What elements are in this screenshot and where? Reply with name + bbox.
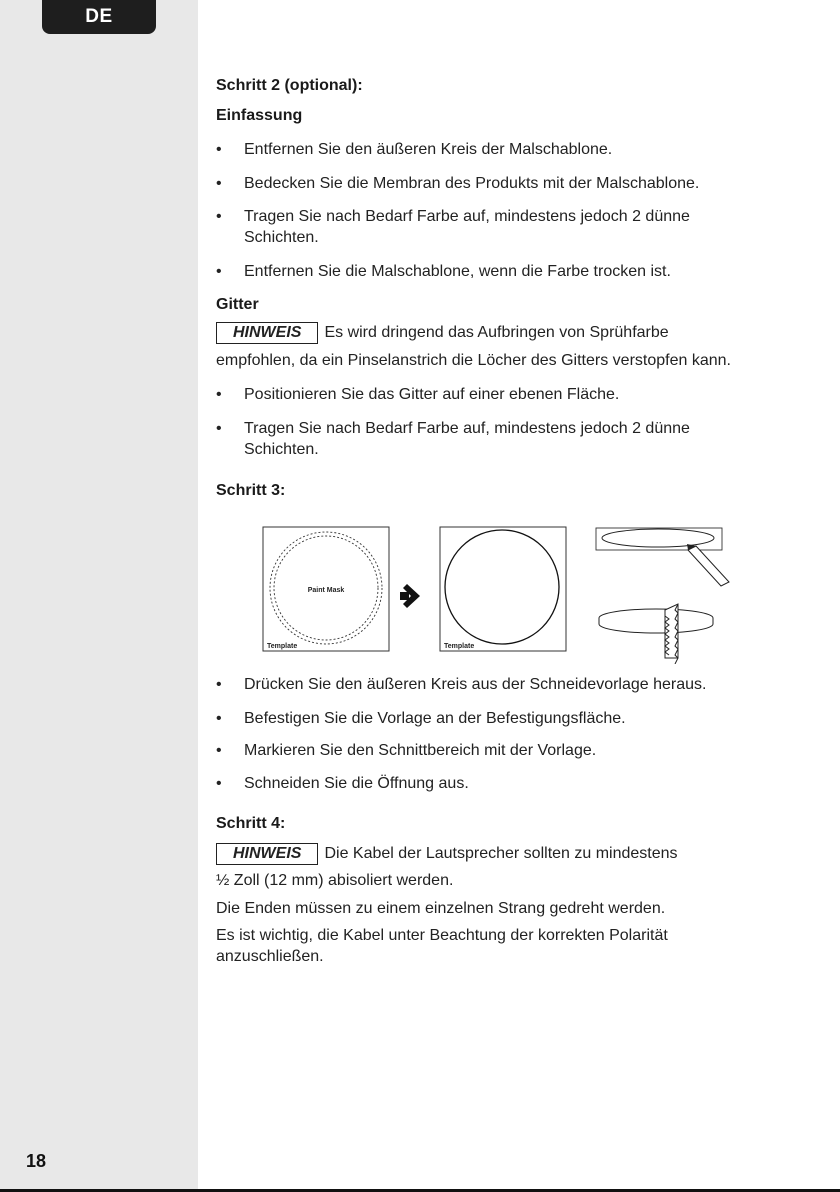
list-item-text: Bedecken Sie die Membran des Produkts mit der Malschablone. xyxy=(244,175,700,192)
note-label: HINWEIS xyxy=(216,322,318,344)
bullet-icon: • xyxy=(216,141,222,158)
gitter-title: Gitter xyxy=(216,296,259,313)
list-item-text: Schneiden Sie die Öffnung aus. xyxy=(244,775,469,792)
bullet-icon: • xyxy=(216,742,222,759)
note-cables xyxy=(216,843,776,865)
paint-mask-label: Paint Mask xyxy=(307,587,345,594)
einfassung-title: Einfassung xyxy=(216,107,303,124)
note-gitter xyxy=(216,322,776,344)
page-number: 18 xyxy=(26,1151,47,1171)
language-tab: DE xyxy=(42,0,156,34)
cut-circle xyxy=(445,530,559,644)
step3-title: Schritt 3: xyxy=(216,482,286,499)
paragraph: Es ist wichtig, die Kabel unter Beachtung der korrekten Polarität anzuschließen. xyxy=(216,927,668,965)
marked-outline xyxy=(602,529,714,547)
jigsaw-icon xyxy=(665,604,678,664)
list-item-text: Markieren Sie den Schnittbereich mit der Vorlage. xyxy=(244,742,597,759)
list-item-text: Positionieren Sie das Gitter auf einer ebenen Fläche. xyxy=(244,386,620,403)
bullet-icon: • xyxy=(216,420,222,437)
template-label: Template xyxy=(267,643,298,650)
bullet-icon: • xyxy=(216,386,222,403)
cut-disc-side xyxy=(599,618,713,633)
list-item-text: Drücken Sie den äußeren Kreis aus der Schneidevorlage heraus. xyxy=(244,676,707,693)
bullet-icon: • xyxy=(216,676,222,693)
note-text-continued: empfohlen, da ein Pinselanstrich die Löcher des Gitters verstopfen kann. xyxy=(216,352,731,369)
step2-title: Schritt 2 (optional): xyxy=(216,77,363,94)
bullet-icon: • xyxy=(216,775,222,792)
cutting-template-illustration xyxy=(260,524,740,664)
list-item-text: Tragen Sie nach Bedarf Farbe auf, mindestens jedoch 2 dünne Schichten. xyxy=(244,420,690,458)
sidebar xyxy=(0,0,198,1192)
note-label: HINWEIS xyxy=(216,843,318,865)
note-text: Es wird dringend das Aufbringen von Sprühfarbe xyxy=(324,324,669,341)
bullet-icon: • xyxy=(216,208,222,225)
list-item-text: Entfernen Sie die Malschablone, wenn die Farbe trocken ist. xyxy=(244,263,671,280)
note-text-continued: ½ Zoll (12 mm) abisoliert werden. xyxy=(216,872,454,889)
bullet-icon: • xyxy=(216,710,222,727)
list-item-text: Befestigen Sie die Vorlage an der Befestigungsfläche. xyxy=(244,710,626,727)
list-item-text: Entfernen Sie den äußeren Kreis der Malschablone. xyxy=(244,141,613,158)
arrow-right-icon xyxy=(400,584,420,608)
bullet-icon: • xyxy=(216,263,222,280)
template-label: Template xyxy=(444,643,475,650)
list-item-text: Tragen Sie nach Bedarf Farbe auf, mindestens jedoch 2 dünne Schichten. xyxy=(244,208,690,246)
paragraph: Die Enden müssen zu einem einzelnen Strang gedreht werden. xyxy=(216,900,666,917)
note-text: Die Kabel der Lautsprecher sollten zu mindestens xyxy=(324,845,678,862)
bullet-icon: • xyxy=(216,175,222,192)
step4-title: Schritt 4: xyxy=(216,815,286,832)
